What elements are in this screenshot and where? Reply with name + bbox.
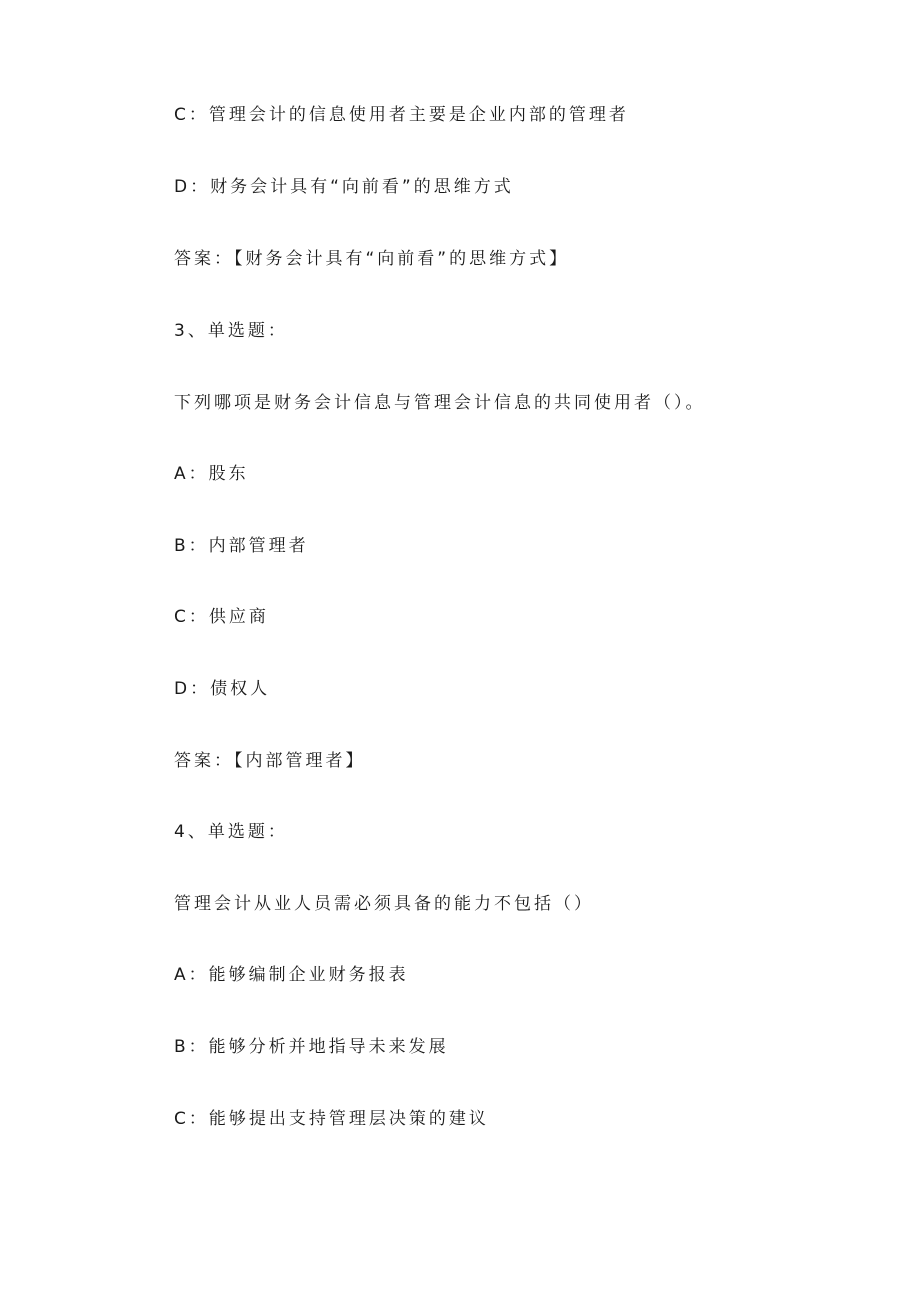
- option-b-q4: B：能够分析并地指导未来发展: [174, 1037, 449, 1057]
- option-a-q3: A：股东: [174, 464, 249, 484]
- option-c-q3: C：供应商: [174, 607, 269, 627]
- option-d-q3: D：债权人: [174, 679, 271, 699]
- option-c-q2: C：管理会计的信息使用者主要是企业内部的管理者: [174, 105, 629, 125]
- option-d-q2: D：财务会计具有“向前看”的思维方式: [174, 177, 514, 197]
- answer-q3: 答案：【内部管理者】: [174, 751, 366, 771]
- question-text-4: 管理会计从业人员需必须具备的能力不包括（）: [174, 894, 594, 914]
- option-c-q4: C：能够提出支持管理层决策的建议: [174, 1109, 489, 1129]
- option-b-q3: B：内部管理者: [174, 536, 309, 556]
- option-a-q4: A：能够编制企业财务报表: [174, 965, 409, 985]
- question-heading-3: 3、单选题：: [174, 321, 288, 341]
- question-heading-4: 4、单选题：: [174, 822, 288, 842]
- question-text-3: 下列哪项是财务会计信息与管理会计信息的共同使用者（）。: [174, 393, 706, 413]
- answer-q2: 答案：【财务会计具有“向前看”的思维方式】: [174, 249, 570, 269]
